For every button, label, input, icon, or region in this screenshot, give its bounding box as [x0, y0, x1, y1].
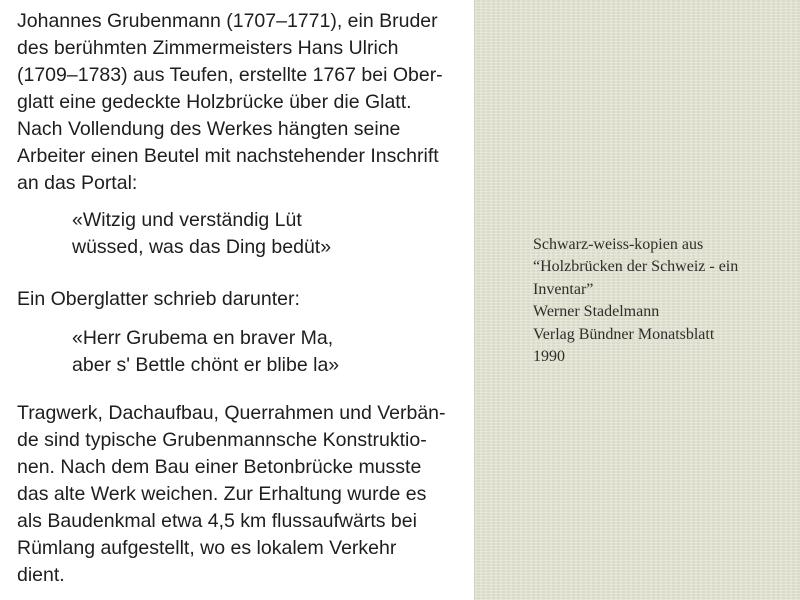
text-line: dient. — [17, 564, 65, 586]
text-line: glatt eine gedeckte Holzbrücke über die Glatt. — [17, 91, 412, 113]
source-note — [533, 234, 795, 368]
intro-paragraph — [17, 8, 443, 197]
note-line: Schwarz-weiss-kopien aus — [533, 236, 704, 253]
text-line: des berühmten Zimmermeisters Hans Ulrich — [17, 37, 399, 59]
text-line: Rümlang aufgestellt, wo es lokalem Verkehr — [17, 537, 397, 559]
text-line: als Baudenkmal etwa 4,5 km flussaufwärts bei — [17, 510, 417, 532]
quote-line: «Witzig und verständig Lüt — [72, 209, 302, 231]
quote-line: «Herr Grubema en braver Ma, — [72, 327, 334, 349]
note-line: Inventar” — [533, 280, 594, 298]
response-quote — [72, 325, 339, 379]
note-line: Werner Stadelmann — [533, 303, 660, 321]
text-line: de sind typische Grubenmannsche Konstruktio- — [17, 429, 427, 451]
note-line: 1990 — [533, 348, 565, 366]
text-line: Nach Vollendung des Werkes hängten seine — [17, 118, 401, 140]
text-line: Johannes Grubenmann (1707–1771), ein Bruder — [17, 10, 438, 32]
text-line: Arbeiter einen Beutel mit nachstehender Inschrift — [17, 145, 439, 167]
quote-line: aber s' Bettle chönt er blibe la» — [72, 354, 340, 376]
closing-paragraph — [17, 400, 446, 589]
text-line: Tragwerk, Dachaufbau, Querrahmen und Verbän- — [17, 402, 446, 424]
text-line: Ein Oberglatter schrieb darunter: — [17, 288, 300, 310]
quote-line: wüssed, was das Ding bedüt» — [72, 236, 332, 258]
note-line: “Holzbrücken der Schweiz - ein — [533, 258, 739, 276]
inscription-quote — [72, 207, 331, 261]
text-line: an das Portal: — [17, 172, 138, 194]
text-line: (1709–1783) aus Teufen, erstellte 1767 bei Ober- — [17, 64, 443, 86]
text-line: das alte Werk weichen. Zur Erhaltung wurde es — [17, 483, 427, 505]
note-line: Verlag Bündner Monatsblatt — [533, 325, 715, 343]
text-line: nen. Nach dem Bau einer Betonbrücke musste — [17, 456, 422, 478]
mid-paragraph — [17, 286, 300, 313]
